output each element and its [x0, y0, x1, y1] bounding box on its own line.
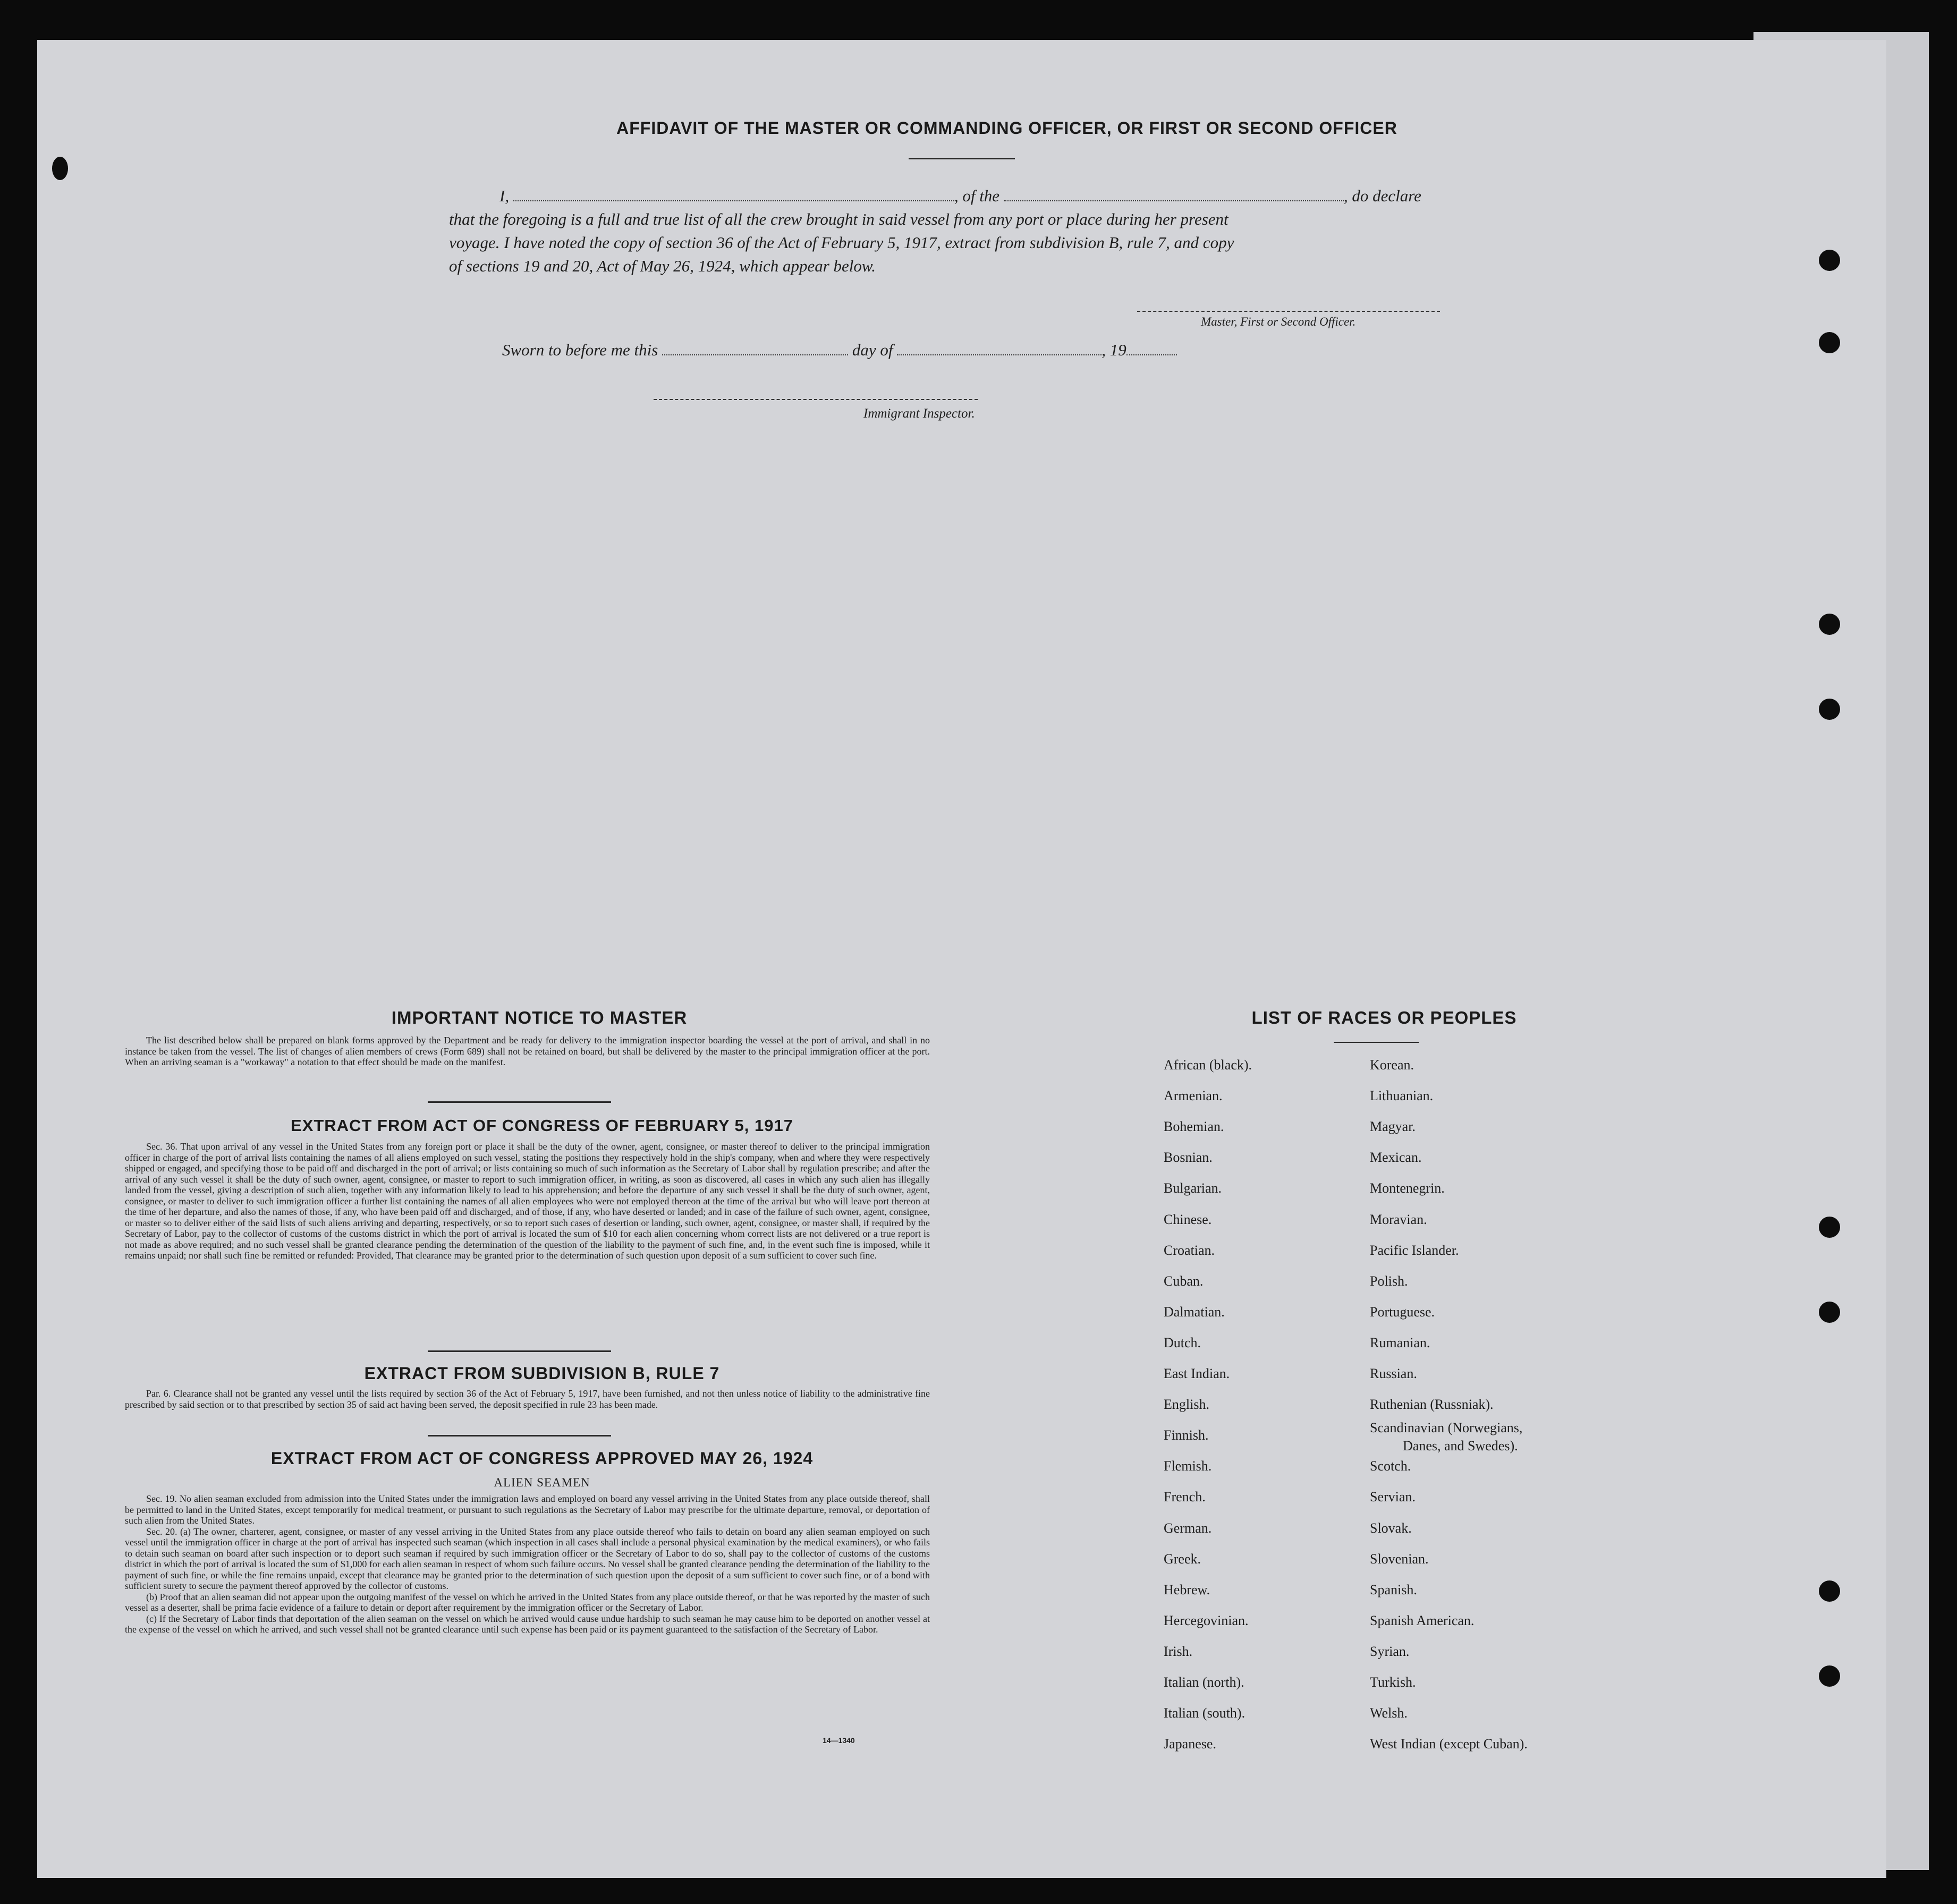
punch-hole	[52, 157, 68, 180]
extract-1917-body	[125, 1141, 930, 1261]
inspector-signature-line[interactable]	[654, 399, 978, 400]
affidavit-line-2: that the foregoing is a full and true list of all the crew brought in said vessel from any port or place during her present	[449, 210, 1229, 228]
race-item: English.	[1164, 1397, 1209, 1413]
paragraph-6: Par. 6. Clearance shall not be granted any vessel until the lists required by section 36 of the Act of February 5, 1917, have been furnished, and not then unless notice of liability to the administrative fine prescribed by said section or to that prescribed by section 35 of said act having been served, the deposit specified in rule 23 has been made.	[125, 1388, 930, 1410]
race-item: Bulgarian.	[1164, 1180, 1222, 1196]
race-item: Italian (north).	[1164, 1674, 1244, 1690]
race-item: Rumanian.	[1370, 1334, 1430, 1350]
punch-hole	[1819, 1580, 1840, 1602]
race-item: Irish.	[1164, 1643, 1193, 1659]
race-item: Spanish.	[1370, 1582, 1417, 1597]
section-19-paragraph: Sec. 19. No alien seaman excluded from admission into the United States under the immigration laws and employed on board any vessel arriving in the United States from any place outside thereof, shall be permitted to land in the United States, except temporarily for medical treatment, or pursuant to such regulations as the Secretary of Labor may prescribe for the ultimate departure, removal, or deportation of such alien from the United States.	[125, 1493, 930, 1526]
divider	[428, 1350, 611, 1352]
notice-title: IMPORTANT NOTICE TO MASTER	[391, 1008, 688, 1027]
divider	[909, 158, 1015, 159]
race-item: Cuban.	[1164, 1273, 1204, 1289]
race-item: Turkish.	[1370, 1674, 1416, 1690]
race-item: Slovenian.	[1370, 1551, 1429, 1567]
section-20c-paragraph: (c) If the Secretary of Labor finds that deportation of the alien seaman on the vessel on which he arrived would cause undue hardship to such seaman he may cause him to be deported on another vessel at the expense of the vessel on which he arrived, and such vessel shall not be granted clearance until such expense has been paid or its payment guaranteed to the satisfaction of the Secretary of Labor.	[125, 1613, 930, 1635]
year-prefix: , 19	[1102, 341, 1126, 359]
sworn-line	[502, 341, 1299, 360]
race-item: Syrian.	[1370, 1643, 1410, 1659]
race-item: Flemish.	[1164, 1458, 1212, 1474]
punch-hole	[1819, 699, 1840, 720]
races-title: LIST OF RACES OR PEOPLES	[1251, 1008, 1517, 1027]
race-item: Scotch.	[1370, 1458, 1411, 1474]
master-caption: Master, First or Second Officer.	[1201, 315, 1356, 328]
race-item: East Indian.	[1164, 1366, 1230, 1381]
race-item: Hercegovinian.	[1164, 1612, 1249, 1628]
punch-hole	[1819, 1217, 1840, 1238]
affidavit-of-the: , of the	[954, 186, 1000, 205]
race-item: Montenegrin.	[1370, 1180, 1445, 1196]
subdivision-b-title: EXTRACT FROM SUBDIVISION B, RULE 7	[364, 1364, 720, 1383]
inspector-caption: Immigrant Inspector.	[863, 406, 975, 421]
section-20a-paragraph: Sec. 20. (a) The owner, charterer, agent, consignee, or master of any vessel arriving in the United States from any place outside thereof who fails to detain on board any alien seaman employed on such vessel until the immigration officer in charge at the port of arrival has inspected such seaman (which inspection in all cases shall include a personal physical examination by the medical examiners), or who fails to detain such seaman on board after such inspection or to deport such seaman if required by such immigration officer or the Secretary of Labor to do so, shall pay to the collector of customs of the customs district in which the port of arrival is located the sum of $1,000 for each alien seaman in respect of whom such failure occurs. No vessel shall be granted clearance pending the determination of the liability to the payment of such fine, or while the fine remains unpaid, except that clearance may be granted prior to the determination of such question upon the deposit of a sum sufficient to cover such fine, or of a bond with sufficient surety to secure the payment thereof approved by the collector of customs.	[125, 1526, 930, 1591]
section-20b-paragraph: (b) Proof that an alien seaman did not appear upon the outgoing manifest of the vessel on which he arrived in the United States from any place outside thereof, or that he was reported by the master of such vessel as a deserter, shall be prima facie evidence of a failure to detain or deport after requirement by the immigration officer or the Secretary of Labor.	[125, 1591, 930, 1613]
race-item: French.	[1164, 1489, 1206, 1505]
race-item: Servian.	[1370, 1489, 1416, 1505]
punch-hole	[1819, 1302, 1840, 1323]
affidavit-i: I,	[499, 186, 510, 205]
race-item: Scandinavian (Norwegians,	[1370, 1420, 1523, 1436]
punch-hole	[1819, 332, 1840, 353]
notice-paragraph: The list described below shall be prepared on blank forms approved by the Department and be ready for delivery to the immigration inspector boarding the vessel at the port of arrival, and shall in no instance be taken from the vessel. The list of changes of alien members of crews (Form 689) shall not be retained on board, but shall be delivered by the master to the principal immigration officer at the port. When an arriving seaman is a "workaway" a notation to that effect should be made on the manifest.	[125, 1035, 930, 1067]
race-item: Spanish American.	[1370, 1612, 1475, 1628]
affidavit-line-1	[499, 186, 1573, 206]
document-page	[37, 40, 1886, 1878]
race-item: Ruthenian (Russniak).	[1370, 1397, 1494, 1413]
race-item: Lithuanian.	[1370, 1088, 1434, 1104]
extract-1924-body	[125, 1493, 930, 1635]
race-item: Hebrew.	[1164, 1582, 1210, 1597]
punch-hole	[1819, 1665, 1840, 1687]
form-number: 14—1340	[823, 1736, 855, 1745]
race-item: Japanese.	[1164, 1736, 1216, 1752]
race-item: Dutch.	[1164, 1334, 1201, 1350]
vessel-blank[interactable]	[1004, 200, 1344, 201]
race-item: Portuguese.	[1370, 1304, 1435, 1320]
race-item: Armenian.	[1164, 1088, 1223, 1104]
race-item: Greek.	[1164, 1551, 1201, 1567]
punch-hole	[1819, 614, 1840, 635]
extract-1924-title: EXTRACT FROM ACT OF CONGRESS APPROVED MAY 26, 1924	[270, 1449, 814, 1468]
race-item: Pacific Islander.	[1370, 1242, 1459, 1258]
master-signature-line[interactable]	[1137, 311, 1440, 312]
race-item: German.	[1164, 1520, 1212, 1536]
race-item: Dalmatian.	[1164, 1304, 1225, 1320]
subdivision-b-body	[125, 1388, 930, 1410]
race-item: Italian (south).	[1164, 1705, 1246, 1721]
year-blank[interactable]	[1126, 354, 1177, 355]
notice-body	[125, 1035, 930, 1068]
race-item: African (black).	[1164, 1057, 1252, 1073]
divider	[1334, 1042, 1419, 1043]
race-item: Mexican.	[1370, 1150, 1422, 1166]
race-item: Finnish.	[1164, 1427, 1209, 1443]
race-item: Bosnian.	[1164, 1150, 1213, 1166]
race-item: Magyar.	[1370, 1119, 1416, 1135]
alien-seamen-subtitle: ALIEN SEAMEN	[494, 1476, 590, 1489]
race-item: Croatian.	[1164, 1242, 1215, 1258]
race-item: Polish.	[1370, 1273, 1408, 1289]
month-blank[interactable]	[897, 354, 1102, 355]
race-item-continuation: Danes, and Swedes).	[1403, 1438, 1518, 1454]
race-item: Russian.	[1370, 1366, 1417, 1381]
affidavit-line-4: of sections 19 and 20, Act of May 26, 1924, which appear below.	[449, 257, 876, 275]
affidavit-line-3: voyage. I have noted the copy of section 36 of the Act of February 5, 1917, extract from subdivision B, rule 7, and copy	[449, 233, 1234, 252]
race-item: Slovak.	[1370, 1520, 1412, 1536]
race-item: Bohemian.	[1164, 1119, 1224, 1135]
punch-hole	[1819, 250, 1840, 271]
affidavit-title: AFFIDAVIT OF THE MASTER OR COMMANDING OFFICER, OR FIRST OR SECOND OFFICER	[616, 118, 1397, 138]
section-36-paragraph: Sec. 36. That upon arrival of any vessel in the United States from any foreign port or place it shall be the duty of the owner, agent, consignee, or master thereof to deliver to the principal immigration officer in charge of the port of arrival lists containing the names of all aliens employed on such vessel, stating the positions they respectively hold in the ship's company, when and where they were respectively shipped or engaged, and specifying those to be paid off and discharged in the port of arrival; or lists containing so much of such information as the Secretary of Labor shall by regulation prescribe; and after the arrival of any such vessel it shall be the duty of such owner, agent, consignee, or master to report to such immigration officer, in writing, as soon as discovered, all cases in which any such alien has illegally landed from the vessel, giving a description of such alien, together with any information likely to lead to his apprehension; and before the departure of any such vessel it shall be the duty of such owner, agent, consignee, or master to deliver to such immigration officer a further list containing the names of all alien employees who were not employed thereon at the time of the arrival but who will leave port thereon at the time of her departure, and also the names of those, if any, who have been paid off and discharged, and of those, if any, who have deserted or landed; and in case of the failure of such owner, agent, consignee, or master so to deliver either of the said lists of such aliens arriving and departing, respectively, or so to report such cases of desertion or landing, such owner, agent, consignee, or master shall, if required by the Secretary of Labor, pay to the collector of customs of the customs district in which the port of arrival is located the sum of $10 for each alien concerning whom correct lists are not delivered or a true report is not made as above required; and no such vessel shall be granted clearance pending the determination of the question of the liability to the payment of such fine, and, in the event such fine is imposed, while it remains unpaid; nor shall such fine be remitted or refunded: Provided, That clearance may be granted prior to the determination of such question upon deposit of a sum sufficient to cover such fine.	[125, 1141, 930, 1261]
extract-1917-title: EXTRACT FROM ACT OF CONGRESS OF FEBRUARY 5, 1917	[291, 1116, 793, 1135]
race-item: Chinese.	[1164, 1211, 1212, 1227]
day-of: day of	[852, 341, 893, 359]
race-item: Korean.	[1370, 1057, 1414, 1073]
race-item: Welsh.	[1370, 1705, 1408, 1721]
affidavit-declare: , do declare	[1343, 186, 1421, 205]
divider	[428, 1435, 611, 1436]
name-blank[interactable]	[513, 200, 954, 201]
race-item: West Indian (except Cuban).	[1370, 1736, 1528, 1752]
sworn-before: Sworn to before me this	[502, 341, 658, 359]
race-item: Moravian.	[1370, 1211, 1427, 1227]
divider	[428, 1101, 611, 1103]
day-blank[interactable]	[662, 354, 848, 355]
